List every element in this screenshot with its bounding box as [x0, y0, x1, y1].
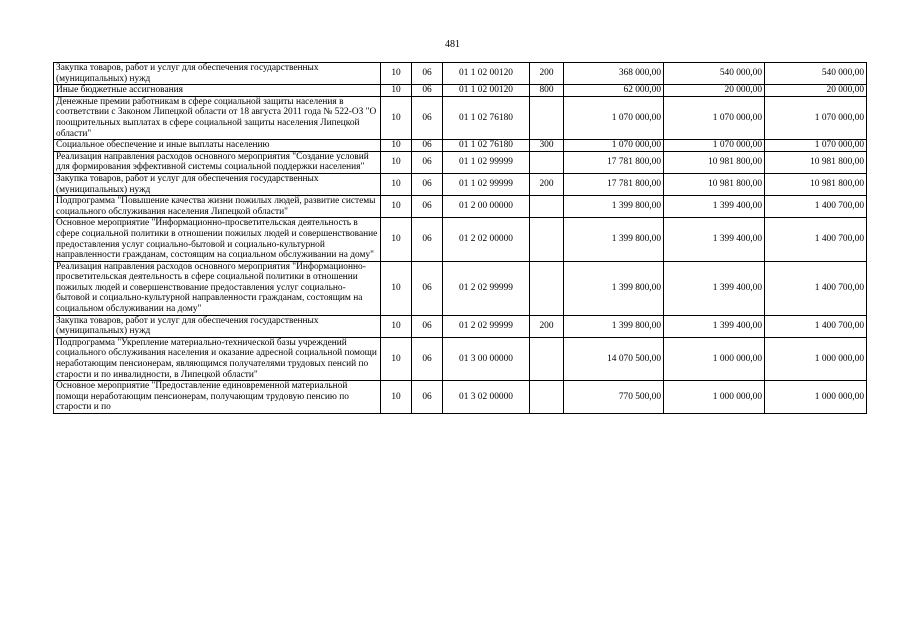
target-article-cell: 01 1 02 00120	[443, 85, 530, 97]
amount-cell-2: 20 000,00	[664, 85, 765, 97]
amount-cell-2: 1 399 400,00	[664, 196, 765, 218]
table-row	[54, 151, 867, 173]
expense-name-cell: Денежные премии работникам в сфере социальной защиты населения в соответствии с Законом Липецкой области от 18 августа 2011 года № 522-ОЗ "О поощрительных выплатах в сфере социальной защиты населения Липецкой области"	[54, 96, 381, 139]
amount-cell-2: 1 000 000,00	[664, 381, 765, 414]
section-code-cell: 10	[381, 381, 412, 414]
expense-type-cell	[530, 151, 564, 173]
subsection-code-cell: 06	[412, 337, 443, 380]
amount-cell-1: 14 070 500,00	[564, 337, 664, 380]
subsection-code-cell: 06	[412, 196, 443, 218]
amount-cell-3: 1 070 000,00	[765, 140, 867, 152]
expense-type-cell	[530, 381, 564, 414]
table-row	[54, 140, 867, 152]
target-article-cell: 01 1 02 00120	[443, 63, 530, 85]
amount-cell-2: 10 981 800,00	[664, 173, 765, 195]
amount-cell-1: 1 399 800,00	[564, 218, 664, 261]
budget-table-body	[54, 63, 867, 414]
expense-name-cell: Реализация направления расходов основного мероприятия "Создание условий для формирования эффективной системы социальной поддержки населения"	[54, 151, 381, 173]
expense-type-cell: 200	[530, 63, 564, 85]
section-code-cell: 10	[381, 85, 412, 97]
target-article-cell: 01 1 02 76180	[443, 96, 530, 139]
table-row	[54, 315, 867, 337]
section-code-cell: 10	[381, 96, 412, 139]
amount-cell-2: 1 070 000,00	[664, 140, 765, 152]
amount-cell-2: 1 000 000,00	[664, 337, 765, 380]
expense-type-cell: 800	[530, 85, 564, 97]
section-code-cell: 10	[381, 261, 412, 315]
target-article-cell: 01 3 02 00000	[443, 381, 530, 414]
amount-cell-3: 1 070 000,00	[765, 96, 867, 139]
expense-name-cell: Закупка товаров, работ и услуг для обеспечения государственных (муниципальных) нужд	[54, 173, 381, 195]
expense-name-cell: Иные бюджетные ассигнования	[54, 85, 381, 97]
target-article-cell: 01 3 00 00000	[443, 337, 530, 380]
target-article-cell: 01 2 02 99999	[443, 261, 530, 315]
table-row	[54, 337, 867, 380]
expense-type-cell	[530, 337, 564, 380]
amount-cell-2: 1 399 400,00	[664, 315, 765, 337]
target-article-cell: 01 2 00 00000	[443, 196, 530, 218]
amount-cell-1: 770 500,00	[564, 381, 664, 414]
expense-name-cell: Социальное обеспечение и иные выплаты населению	[54, 140, 381, 152]
amount-cell-3: 1 400 700,00	[765, 196, 867, 218]
table-row	[54, 96, 867, 139]
table-row	[54, 218, 867, 261]
amount-cell-3: 10 981 800,00	[765, 173, 867, 195]
subsection-code-cell: 06	[412, 261, 443, 315]
expense-type-cell	[530, 261, 564, 315]
section-code-cell: 10	[381, 63, 412, 85]
expense-type-cell	[530, 96, 564, 139]
amount-cell-3: 1 000 000,00	[765, 337, 867, 380]
amount-cell-1: 1 070 000,00	[564, 96, 664, 139]
amount-cell-3: 1 400 700,00	[765, 218, 867, 261]
subsection-code-cell: 06	[412, 63, 443, 85]
table-row	[54, 381, 867, 414]
section-code-cell: 10	[381, 337, 412, 380]
section-code-cell: 10	[381, 173, 412, 195]
amount-cell-2: 540 000,00	[664, 63, 765, 85]
subsection-code-cell: 06	[412, 315, 443, 337]
amount-cell-2: 1 399 400,00	[664, 261, 765, 315]
amount-cell-1: 17 781 800,00	[564, 173, 664, 195]
amount-cell-2: 1 070 000,00	[664, 96, 765, 139]
amount-cell-1: 62 000,00	[564, 85, 664, 97]
amount-cell-2: 10 981 800,00	[664, 151, 765, 173]
budget-table	[53, 62, 867, 414]
amount-cell-1: 1 070 000,00	[564, 140, 664, 152]
amount-cell-1: 1 399 800,00	[564, 315, 664, 337]
amount-cell-1: 1 399 800,00	[564, 261, 664, 315]
expense-type-cell: 200	[530, 173, 564, 195]
section-code-cell: 10	[381, 315, 412, 337]
expense-name-cell: Подпрограмма "Укрепление материально-технической базы учреждений социального обслуживания населения и оказание адресной социальной помощи неработающим пенсионерам, являющимся получателями трудовых пенсий по старости и по инвалидности, в Липецкой области"	[54, 337, 381, 380]
subsection-code-cell: 06	[412, 218, 443, 261]
expense-type-cell: 300	[530, 140, 564, 152]
target-article-cell: 01 1 02 76180	[443, 140, 530, 152]
expense-name-cell: Основное мероприятие "Предоставление единовременной материальной помощи неработающим пенсионерам, получающим трудовую пенсию по старости и по	[54, 381, 381, 414]
target-article-cell: 01 1 02 99999	[443, 151, 530, 173]
page-number: 481	[445, 39, 460, 50]
amount-cell-1: 17 781 800,00	[564, 151, 664, 173]
amount-cell-3: 10 981 800,00	[765, 151, 867, 173]
expense-type-cell: 200	[530, 315, 564, 337]
target-article-cell: 01 1 02 99999	[443, 173, 530, 195]
amount-cell-3: 20 000,00	[765, 85, 867, 97]
amount-cell-3: 540 000,00	[765, 63, 867, 85]
section-code-cell: 10	[381, 151, 412, 173]
subsection-code-cell: 06	[412, 96, 443, 139]
subsection-code-cell: 06	[412, 85, 443, 97]
amount-cell-3: 1 000 000,00	[765, 381, 867, 414]
target-article-cell: 01 2 02 99999	[443, 315, 530, 337]
section-code-cell: 10	[381, 196, 412, 218]
table-row	[54, 196, 867, 218]
expense-name-cell: Подпрограмма "Повышение качества жизни пожилых людей, развитие системы социального обслуживания населения Липецкой области"	[54, 196, 381, 218]
amount-cell-3: 1 400 700,00	[765, 261, 867, 315]
table-row	[54, 63, 867, 85]
expense-name-cell: Закупка товаров, работ и услуг для обеспечения государственных (муниципальных) нужд	[54, 315, 381, 337]
expense-type-cell	[530, 218, 564, 261]
section-code-cell: 10	[381, 218, 412, 261]
subsection-code-cell: 06	[412, 140, 443, 152]
amount-cell-2: 1 399 400,00	[664, 218, 765, 261]
table-row	[54, 261, 867, 315]
amount-cell-3: 1 400 700,00	[765, 315, 867, 337]
amount-cell-1: 368 000,00	[564, 63, 664, 85]
table-row	[54, 85, 867, 97]
subsection-code-cell: 06	[412, 381, 443, 414]
target-article-cell: 01 2 02 00000	[443, 218, 530, 261]
expense-name-cell: Закупка товаров, работ и услуг для обеспечения государственных (муниципальных) нужд	[54, 63, 381, 85]
expense-name-cell: Основное мероприятие "Информационно-просветительская деятельность в сфере социальной политики в отношении пожилых людей и совершенствование предоставления услуг социально-бытовой и социально-культурной направленности гражданам, состоящим на социальном обслуживании на дому"	[54, 218, 381, 261]
table-row	[54, 173, 867, 195]
expense-type-cell	[530, 196, 564, 218]
subsection-code-cell: 06	[412, 151, 443, 173]
subsection-code-cell: 06	[412, 173, 443, 195]
expense-name-cell: Реализация направления расходов основного мероприятия "Информационно-просветительская деятельность в сфере социальной политики в отношении пожилых людей и совершенствование предоставления услуг социально-бытовой и социально-культурной направленности гражданам, состоящим на социальном обслуживании на дому"	[54, 261, 381, 315]
section-code-cell: 10	[381, 140, 412, 152]
amount-cell-1: 1 399 800,00	[564, 196, 664, 218]
